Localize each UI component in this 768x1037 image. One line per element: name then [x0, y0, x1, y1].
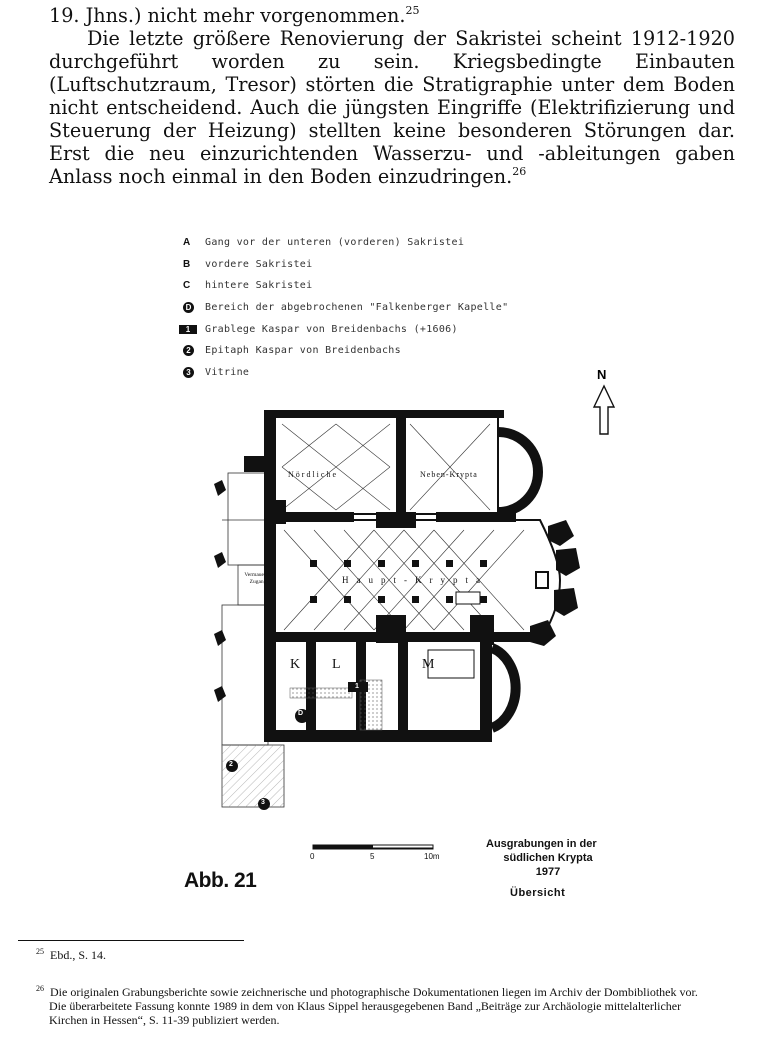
legend-text: hintere Sakristei: [205, 280, 313, 292]
north-arrow-icon: [594, 386, 614, 434]
room-label-l: L: [332, 657, 341, 672]
room-label-neben-krypta: Neben-Krypta: [420, 470, 478, 479]
legend-text: Grablege Kaspar von Breidenbachs (+1606): [205, 323, 458, 335]
room-label-m: M: [422, 657, 435, 672]
caption-line: Ausgrabungen in der: [486, 838, 597, 850]
legend-text: vordere Sakristei: [205, 258, 313, 270]
hatched-area: [222, 745, 284, 807]
footnote-ref-25[interactable]: 25: [405, 4, 420, 17]
north-label: N: [597, 367, 607, 382]
marker-3-label: 3: [261, 799, 265, 806]
left-buttresses: [214, 480, 226, 702]
footnote-25: [36, 948, 106, 963]
footnote-line: Die überarbeitete Fassung konnte 1989 in dem von Klaus Sippel herausgegebenen Band „Beiträge zur Archäologie mittelalterlicher: [49, 999, 682, 1013]
legend-text: Epitaph Kaspar von Breidenbachs: [205, 345, 401, 357]
legend-key: B: [183, 258, 191, 270]
footnote-rule: [18, 940, 244, 941]
scale-label-0: 0: [310, 852, 315, 861]
footnote-number: 26: [36, 984, 44, 993]
footnote-text: Ebd., S. 14.: [50, 948, 107, 962]
marker-2-label: 2: [229, 761, 233, 768]
room-label-nordliche: Nördliche: [288, 470, 338, 479]
legend-key: A: [183, 237, 191, 249]
room-m-inner: [428, 650, 474, 678]
legend-key: C: [183, 280, 191, 292]
north-chapel: [270, 416, 400, 514]
legend-circle-marker: 2: [183, 345, 194, 356]
room-label-haupt-krypta: Haupt-Krypta: [342, 575, 488, 585]
figure-label: Abb. 21: [184, 869, 257, 892]
footnote-number: 25: [36, 947, 44, 956]
footnote-ref-26[interactable]: 26: [512, 165, 527, 178]
legend-circle-marker: D: [183, 302, 194, 313]
caption-line: südlichen Krypta: [503, 852, 593, 864]
marker-1-label: 1: [355, 683, 359, 690]
footnote-line: [36, 985, 744, 999]
legend-text: Gang vor der unteren (vorderen) Sakristei: [205, 237, 465, 249]
footnote-text: Die originalen Grabungsberichte sowie zeichnerische und photographische Dokumentationen liegen im Archiv der Dombibliothek vor.: [50, 985, 698, 999]
paragraph-1-text: 19. Jhns.) nicht mehr vorgenommen.: [49, 4, 406, 27]
side-crypt: [402, 416, 538, 514]
legend-square-marker: 1: [179, 325, 197, 334]
room-label-vermauerter-zugang: Vermauerter Zugang: [244, 572, 272, 585]
legend-circle-marker: 3: [183, 367, 194, 378]
legend-text: Bereich der abgebrochenen "Falkenberger Kapelle": [205, 302, 509, 314]
figure-caption: [478, 837, 618, 879]
room-label-k: K: [290, 657, 301, 672]
footnote-line: Kirchen in Hessen“, S. 11-39 publiziert werden.: [49, 1013, 280, 1027]
footnote-26: [36, 985, 744, 1027]
scale-bar: [313, 845, 433, 849]
figure-overview: Übersicht: [510, 887, 566, 899]
legend-text: Vitrine: [205, 366, 250, 378]
caption-line: 1977: [535, 866, 561, 878]
scale-label-10: 10m: [424, 852, 440, 861]
south-apse: [492, 648, 516, 728]
marker-d-label: D: [298, 710, 304, 717]
paragraph-2-text: Die letzte größere Renovierung der Sakristei scheint 1912-1920 durchgeführt worden zu sein. Kriegsbedingte Einbauten (Luftschutzraum, Tresor) störten die Stratigraphie unter dem Boden nicht entscheidend. Auch die jüngsten Eingriffe (Elektrifizierung und Steuerung der Heizung) stellten keine besonderen Störungen dar. Erst die neu einzurichtenden Wasserzu- und -ableitungen gaben Anlass noch einmal in den Boden einzudringen.: [49, 27, 735, 188]
dotted-area: [290, 688, 352, 698]
scale-label-5: 5: [370, 852, 375, 861]
